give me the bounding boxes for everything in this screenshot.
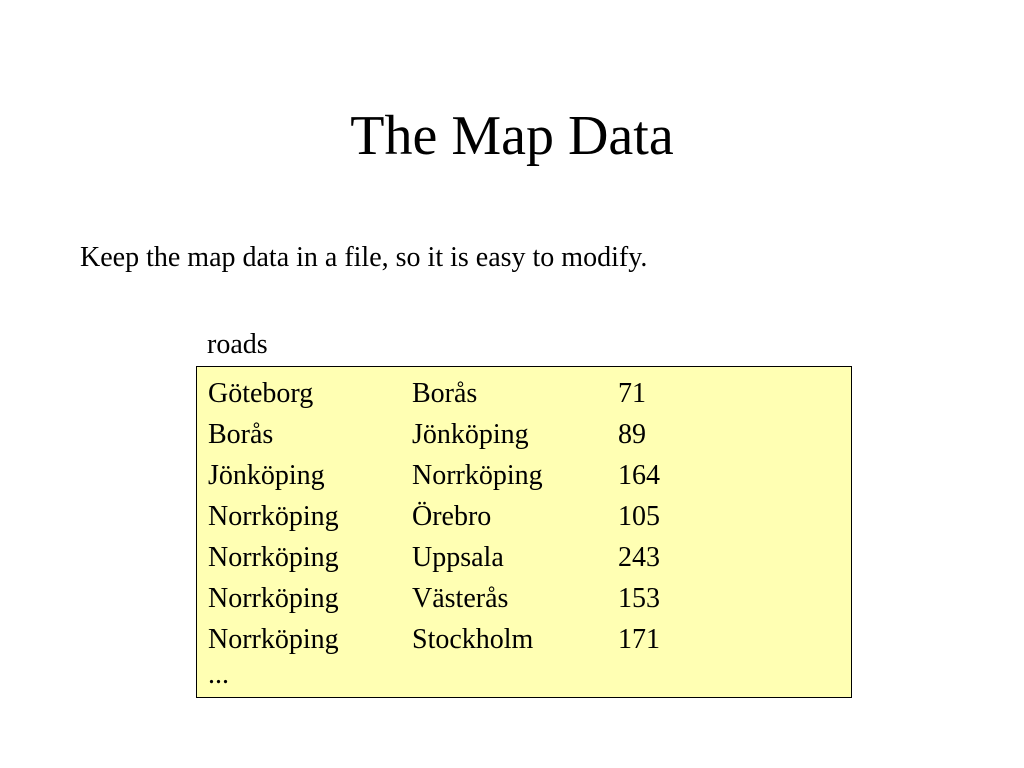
road-to: Örebro [412, 501, 492, 532]
road-to: Norrköping [412, 460, 543, 491]
road-row [208, 373, 718, 414]
road-distance: 243 [618, 542, 660, 573]
road-row [208, 496, 718, 537]
road-from: Göteborg [208, 378, 314, 409]
road-row [208, 455, 718, 496]
road-distance: 89 [618, 419, 646, 450]
road-to: Borås [412, 378, 478, 409]
road-rows [208, 373, 718, 690]
road-from: Norrköping [208, 583, 339, 614]
road-row [208, 414, 718, 455]
road-from: Norrköping [208, 624, 339, 655]
road-from: Norrköping [208, 542, 339, 573]
road-to: Jönköping [412, 419, 529, 450]
more-rows-ellipsis: ... [208, 659, 229, 690]
road-to: Stockholm [412, 624, 534, 655]
road-to: Uppsala [412, 542, 504, 573]
road-row [208, 537, 718, 578]
road-distance: 171 [618, 624, 660, 655]
roads-file-contents [196, 366, 852, 698]
road-distance: 164 [618, 460, 660, 491]
road-distance: 105 [618, 501, 660, 532]
road-distance: 71 [618, 378, 646, 409]
intro-text: Keep the map data in a file, so it is easy to modify. [80, 242, 648, 273]
road-from: Borås [208, 419, 274, 450]
road-distance: 153 [618, 583, 660, 614]
file-name-label: roads [207, 329, 268, 360]
road-to: Västerås [412, 583, 509, 614]
road-from: Jönköping [208, 460, 325, 491]
slide-title: The Map Data [350, 105, 674, 167]
road-from: Norrköping [208, 501, 339, 532]
road-row [208, 578, 718, 619]
road-row [208, 619, 718, 660]
